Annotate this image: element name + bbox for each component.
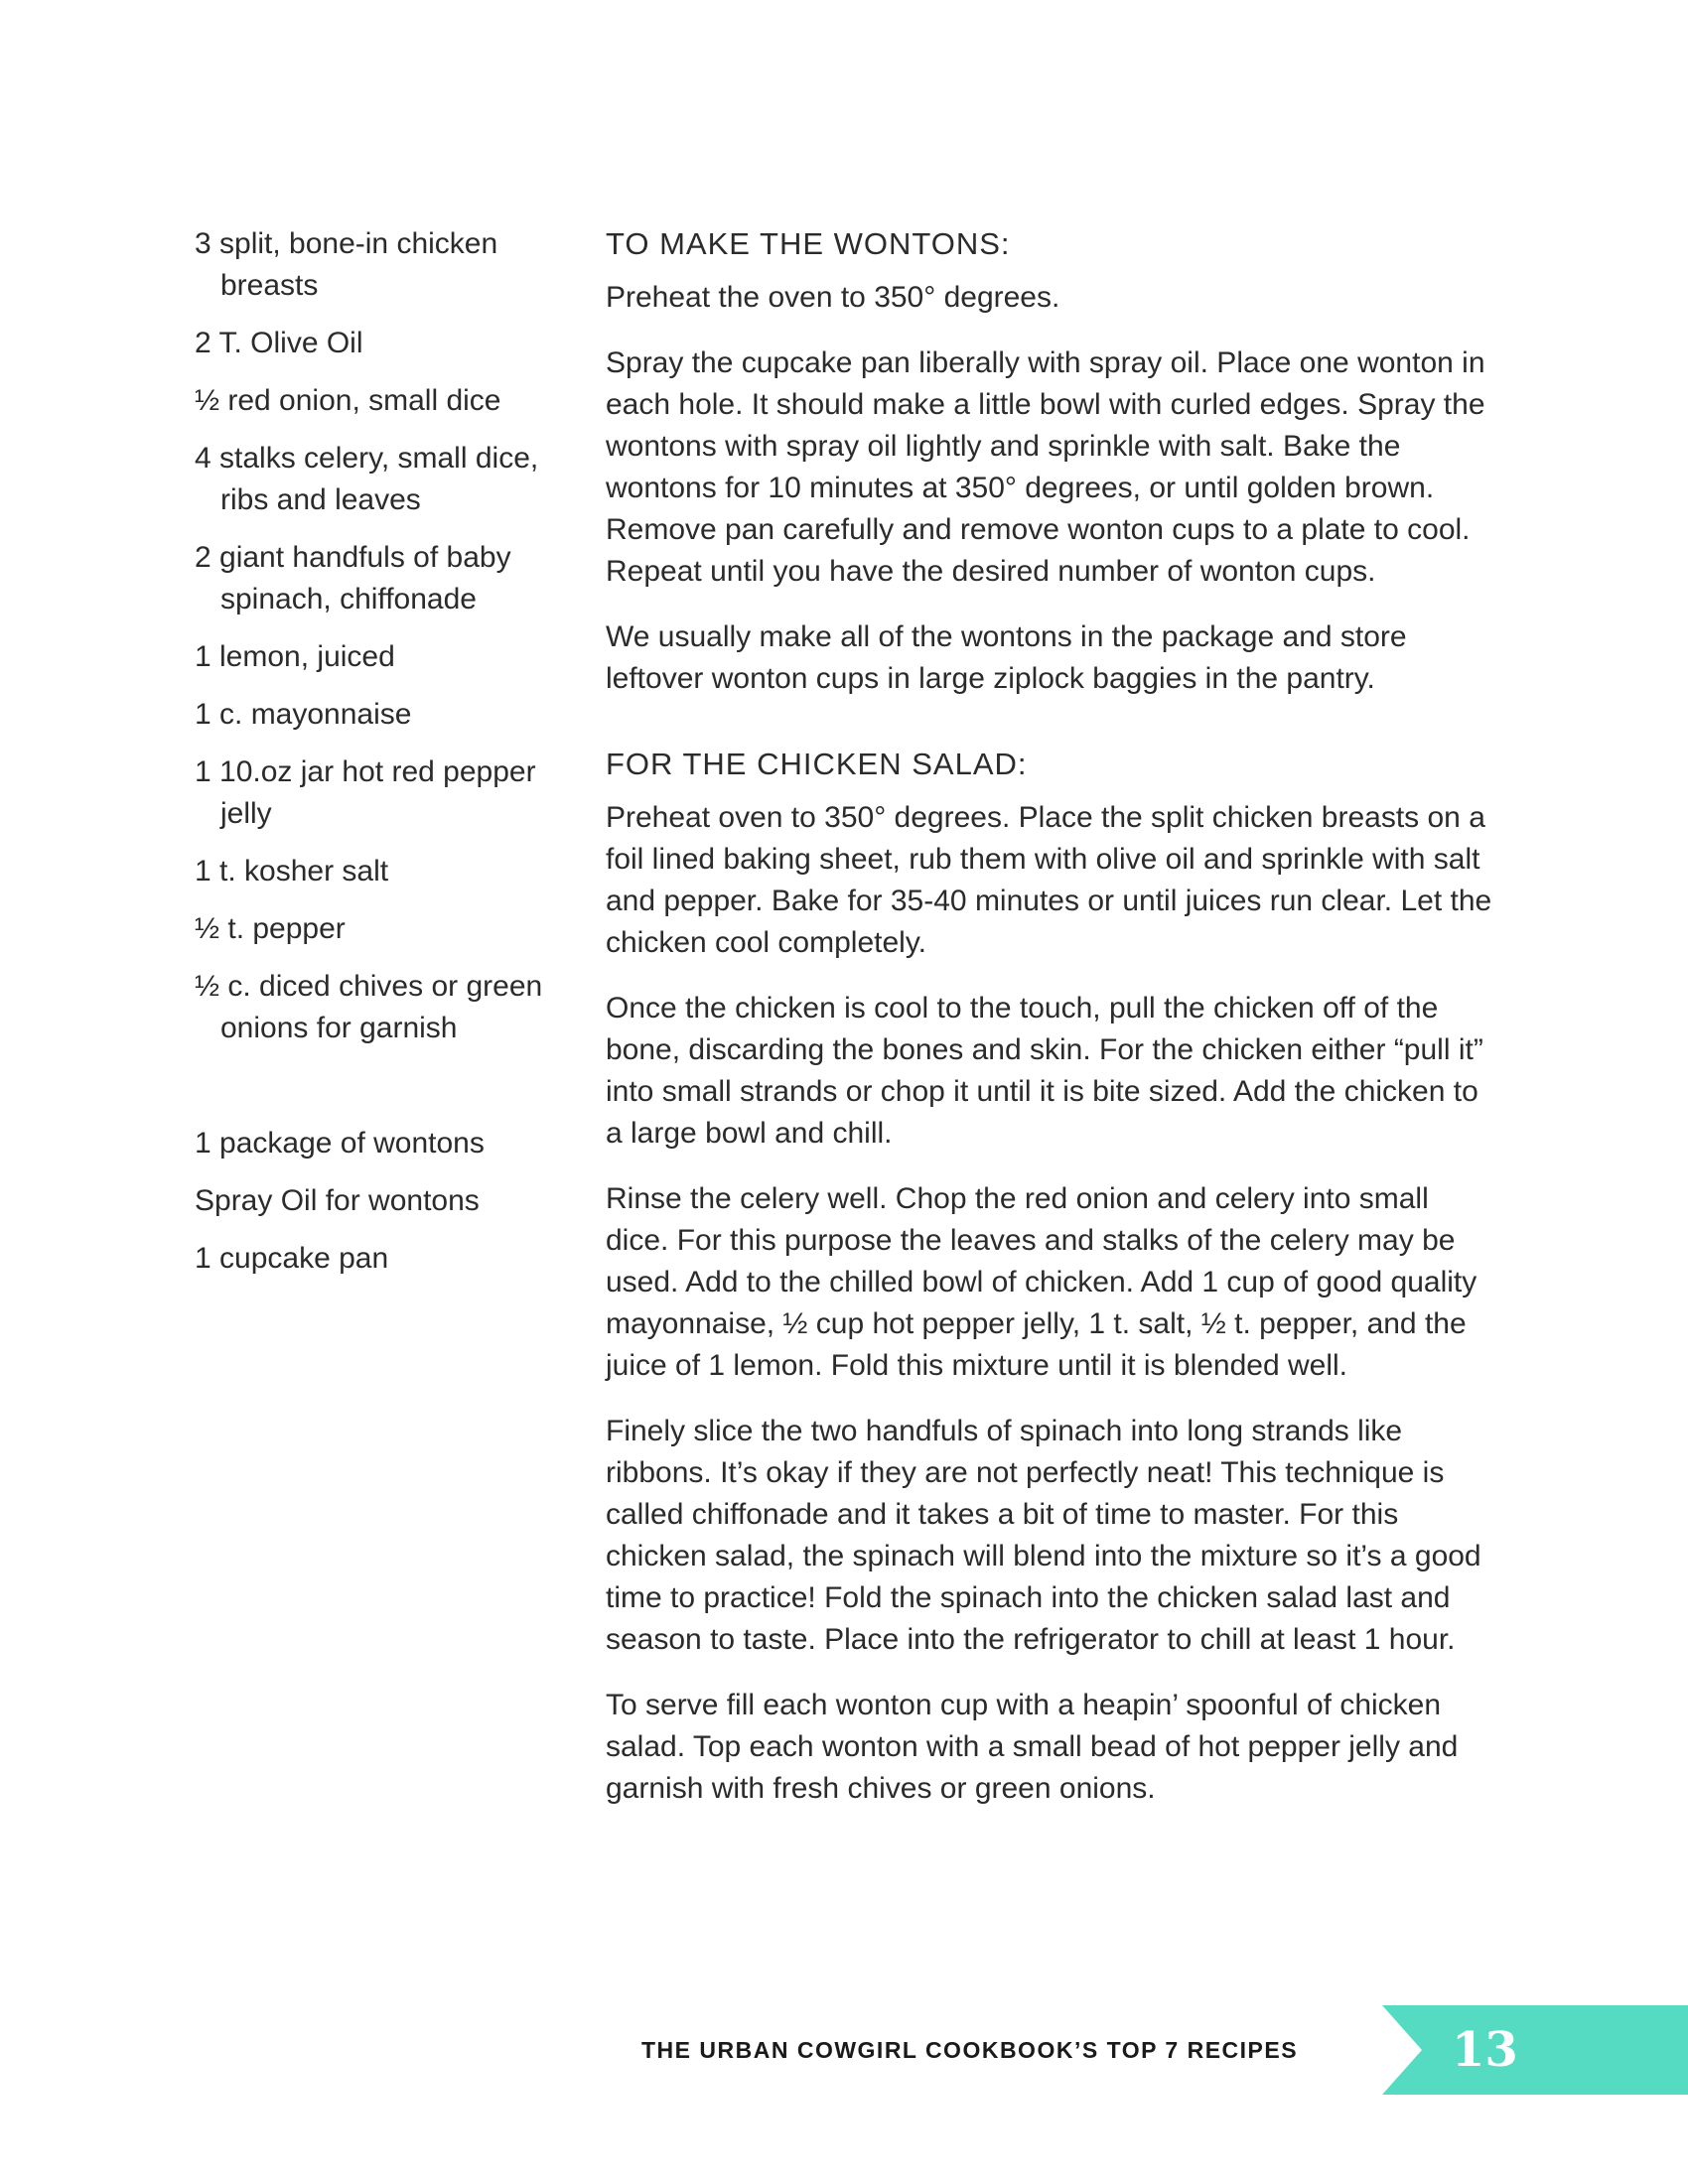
instructions-column	[606, 223, 1499, 1834]
ingredient-item: 1 lemon, juiced	[195, 640, 395, 673]
wontons-heading: TO MAKE THE WONTONS:	[606, 226, 1011, 261]
wontons-paragraph: Preheat the oven to 350° degrees.	[606, 281, 1060, 314]
chicken-salad-paragraph: To serve fill each wonton cup with a heapin’ spoonful of chicken salad. Top each wonton with a small bead of hot pepper jelly and garnish with fresh chives or green onions.	[606, 1689, 1459, 1805]
ingredient-list	[195, 223, 562, 1296]
ingredient-item: 1 t. kosher salt	[195, 855, 389, 887]
page-number-tab	[1382, 2005, 1688, 2095]
wontons-paragraph: Spray the cupcake pan liberally with spray oil. Place one wonton in each hole. It should make a little bowl with curled edges. Spray the wontons with spray oil lightly and sprinkle with salt. Bake the wontons for 10 minutes at 350° degrees, or until golden brown. Remove pan carefully and remove wonton cups to a plate to cool. Repeat until you have the desired number of wonton cups.	[606, 346, 1485, 588]
ingredient-item: ½ c. diced chives or green onions for garnish	[195, 970, 543, 1044]
book-title-footer: THE URBAN COWGIRL COOKBOOK’S TOP 7 RECIPES	[641, 2037, 1299, 2063]
chicken-salad-paragraph: Finely slice the two handfuls of spinach into long strands like ribbons. It’s okay if they are not perfectly neat! This technique is called chiffonade and it takes a bit of time to master. For this chicken salad, the spinach will blend into the mixture so it’s a good time to practice! Fold the spinach into the chicken salad last and season to taste. Place into the refrigerator to chill at least 1 hour.	[606, 1415, 1481, 1656]
ingredient-item: 1 c. mayonnaise	[195, 698, 412, 731]
wontons-paragraph: We usually make all of the wontons in the package and store leftover wonton cups in large ziplock baggies in the pantry.	[606, 620, 1407, 695]
ingredient-item: 1 package of wontons	[195, 1127, 485, 1160]
chicken-salad-paragraph: Rinse the celery well. Chop the red onion and celery into small dice. For this purpose the leaves and stalks of the celery may be used. Add to the chilled bowl of chicken. Add 1 cup of good quality mayonnaise, ½ cup hot pepper jelly, 1 t. salt, ½ t. pepper, and the juice of 1 lemon. Fold this mixture until it is blended well.	[606, 1182, 1477, 1382]
chicken-salad-paragraph: Preheat oven to 350° degrees. Place the split chicken breasts on a foil lined baking sheet, rub them with olive oil and sprinkle with salt and pepper. Bake for 35-40 minutes or until juices run clear. Let the chicken cool completely.	[606, 801, 1492, 959]
ingredient-item: 1 10.oz jar hot red pepper jelly	[195, 755, 536, 830]
ingredient-item: 1 cupcake pan	[195, 1242, 389, 1275]
ingredient-item: 3 split, bone-in chicken breasts	[195, 227, 498, 302]
chicken-salad-paragraph: Once the chicken is cool to the touch, pull the chicken off of the bone, discarding the bones and skin. For the chicken either “pull it” into small strands or chop it until it is bite sized. Add the chicken to a large bowl and chill.	[606, 992, 1483, 1150]
page-number: 13	[1452, 2022, 1518, 2078]
ingredient-item: Spray Oil for wontons	[195, 1184, 480, 1217]
ingredient-item: 4 stalks celery, small dice, ribs and leaves	[195, 442, 539, 516]
ingredient-item: 2 giant handfuls of baby spinach, chiffonade	[195, 541, 511, 615]
ingredient-item: ½ t. pepper	[195, 912, 346, 945]
ingredient-item: 2 T. Olive Oil	[195, 327, 363, 359]
ingredient-item: ½ red onion, small dice	[195, 384, 501, 417]
chicken-salad-heading: FOR THE CHICKEN SALAD:	[606, 747, 1028, 781]
